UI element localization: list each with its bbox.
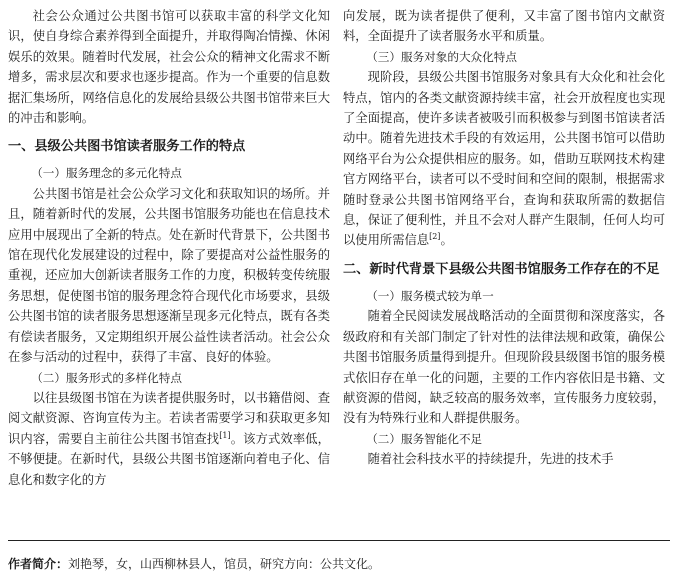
intro-paragraph: 社会公众通过公共图书馆可以获取丰富的科学文化知识，使自身综合素养得到全面提升，并取得陶冶情操、休闲娱乐的效果。随着时代发展，社会公众的精神文化需求不断增多，需求层次和要求也逐步提高。作为一个重要的信息数据汇集场所，网络信息化的发展给县级公共图书馆带来巨大的冲击和影响。 [8,9,330,126]
subsection-paragraph-1: 公共图书馆是社会公众学习文化和获取知识的场所。并且，随着新时代的发展，公共图书馆服务功能也在信息技术应用中展现出了全新的特点。处在新时代背景下，公共图书馆在现代化发展建设的过程中，除了要提高对公益性服务的重视，还应加大创新读者服务工作的力度，积极转变传统服务思想，促使图书馆的服务理念符合现代化市场要求，县级公共图书馆的读者服务思想逐渐呈现多元化特点，既有各类有偿读者服务，又定期组织开展公益性读者活动。社会公众在参与活动的过程中，获得了丰富、良好的体验。 [8,186,330,365]
section-heading-1: 一、县级公共图书馆读者服务工作的特点 [8,139,246,155]
subsection-heading-1: （一）服务理念的多元化特点 [31,166,182,181]
paragraph-text: 以往县级图书馆在为读者提供服务时，以书籍借阅、查阅文献资源、咨询宣传为主。若读者需要学习和获取更多知识内容，需要自主前往公共图书馆查找 [8,390,330,446]
subsection-heading-3: （三）服务对象的大众化特点 [366,49,517,64]
subsection-heading-2: （二）服务形式的多样化特点 [31,370,182,385]
paragraph-text: 。 [440,233,453,248]
section-heading-2: 二、新时代背景下县级公共图书馆服务工作存在的不足 [343,261,660,277]
subsection-paragraph-5: 随着社会科技水平的持续提升，先进的技术手 [367,452,614,467]
paragraph-text: 。该方式效率低，不够便捷。在新时代，县级公共图书馆逐渐向着电子化、信息化和数字化的方 [8,431,330,487]
subsection-paragraph-2 [8,388,330,490]
subsection-paragraph-4: 随着全民阅读发展战略活动的全面贯彻和深度落实，各级政府和有关部门制定了针对性的法律法规和政策，确保公共图书馆服务质量得到提升。但现阶段县级图书馆的服务模式依旧存在单一化的问题，主要的工作内容依旧是书籍、文献资源的借阅，缺乏较高的服务效率，宣传服务力度较弱，没有为特殊行业和人群提供服务。 [343,309,665,426]
continued-paragraph: 向发展，既为读者提供了便利，又丰富了图书馆内文献资料，全面提升了读者服务水平和质量。 [343,9,665,44]
paragraph-text: 现阶段，县级公共图书馆服务对象具有大众化和社会化特点，馆内的各类文献资源持续丰富，社会开放程度也实现了全面提高，使许多读者被吸引而积极参与到图书馆读者活动中。随着先进技术手段的有效运用，公共图书馆可以借助网络平台为公众提供相应的服务。如，借助互联网技术构建官方网络平台，读者可以不受时间和空间的限制，根据需求随时登录公共图书馆网络平台，查询和获取所需的数据信息，保证了便利性，并且不会对人群产生限制，任何人均可以使用所需信息 [343,70,665,248]
subsection-paragraph-3 [343,67,665,251]
citation-ref-1: [1] [219,430,231,440]
author-label: 作者简介： [8,557,69,571]
citation-ref-2: [2] [429,232,441,242]
author-footnote [8,540,670,573]
subsection-heading-4: （一）服务模式较为单一 [366,288,494,303]
author-info: 刘艳琴，女，山西柳林县人，馆员，研究方向：公共文化。 [68,557,381,571]
right-column [343,6,665,470]
left-column [8,6,330,490]
subsection-heading-5: （二）服务智能化不足 [366,431,483,446]
